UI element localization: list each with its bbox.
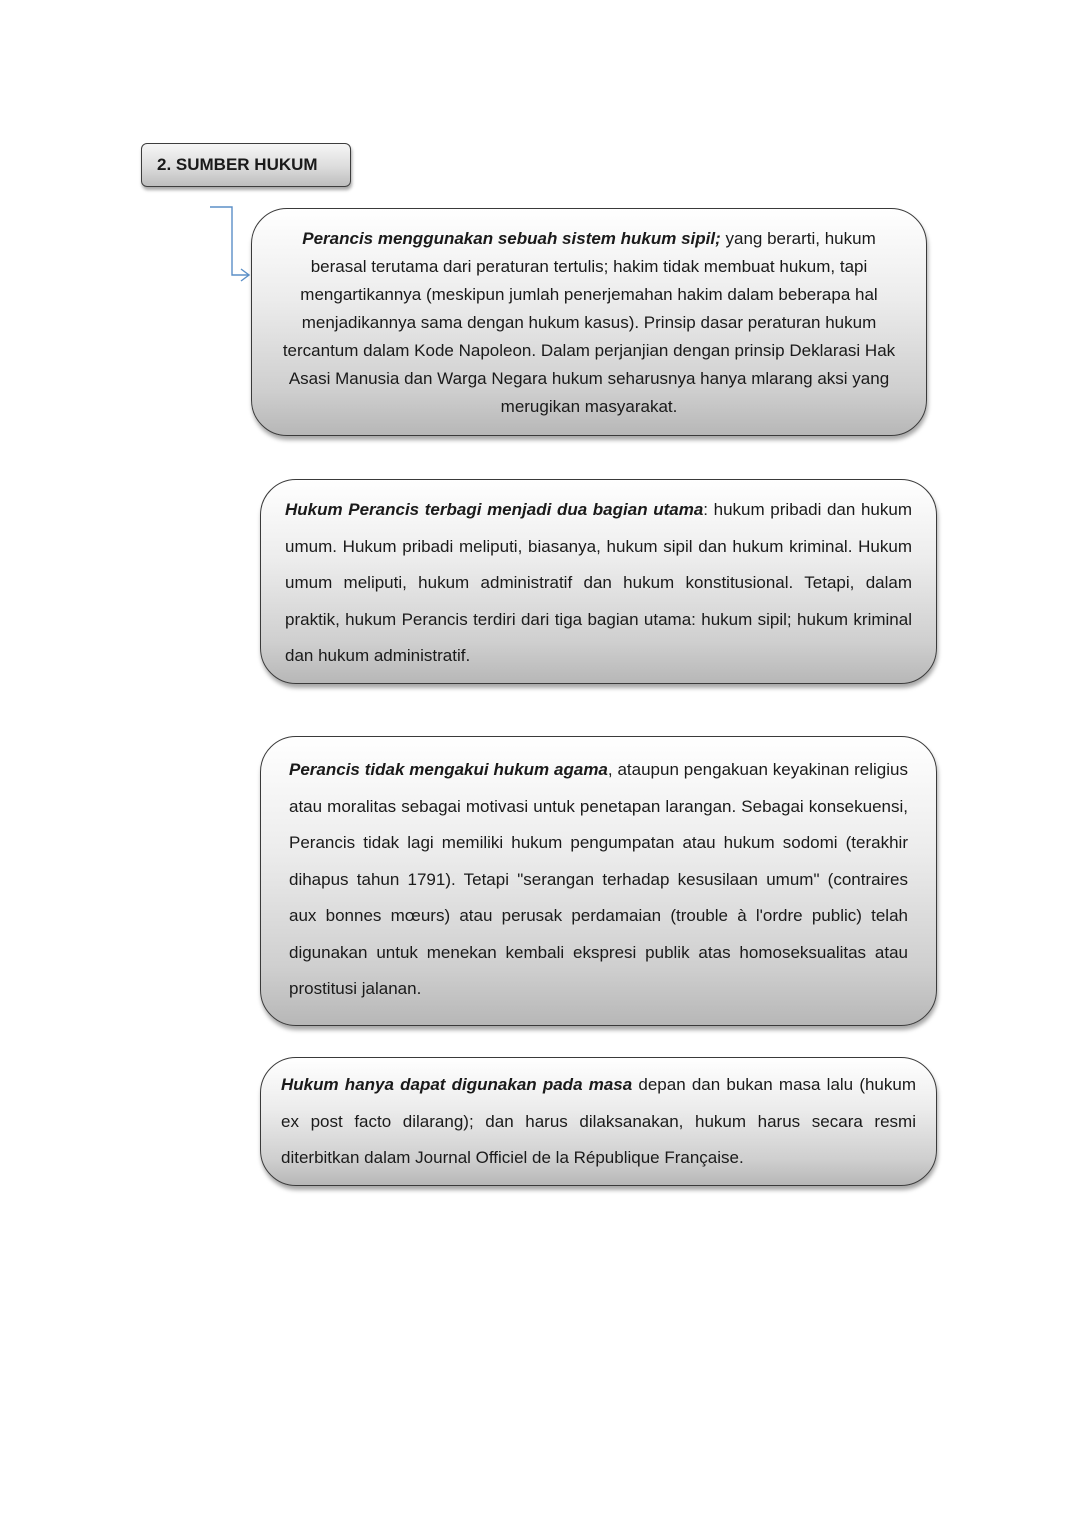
card-body-text: yang berarti, hukum berasal terutama dari peraturan tertulis; hakim tidak membuat hukum, tapi mengartikannya (meskipun jumlah penerjemahan hakim dalam beberapa hal menjadikannya sama dengan hukum kasus). Prinsip dasar peraturan hukum tercantum dalam Kode Napoleon. Dalam perjanjian dengan prinsip Deklarasi Hak Asasi Manusia dan Warga Negara hukum seharusnya hanya mlarang aksi yang merugikan masyarakat. <box>282 229 896 416</box>
card-body-text: , ataupun pengakuan keyakinan religius atau moralitas sebagai motivasi untuk penetapan larangan. Sebagai konsekuensi, Perancis tidak lagi memiliki hukum pengumpatan atau hukum sodomi (terakhir dihapus tahun 1791). Tetapi "serangan terhadap kesusilaan umum" (contraires aux bonnes mœurs) atau perusak perdamaian (trouble à l'ordre public) telah digunakan untuk menekan kembali ekspresi publik atas homoseksualitas atau prostitusi jalanan. <box>289 760 908 998</box>
card-lead-text: Hukum Perancis terbagi menjadi dua bagian utama <box>285 500 704 519</box>
card-lead-text: Hukum hanya dapat digunakan pada masa <box>281 1075 633 1094</box>
section-heading <box>141 143 351 187</box>
card-body-text: depan dan bukan masa lalu (hukum ex post facto dilarang); dan harus dilaksanakan, hukum harus secara resmi diterbitkan dalam Journal Officiel de la République Française. <box>281 1075 917 1167</box>
card-paragraph <box>289 752 908 1008</box>
card-civil-law-system <box>251 208 927 436</box>
section-heading-label: 2. SUMBER HUKUM <box>157 155 318 174</box>
card-paragraph <box>281 1067 916 1177</box>
card-paragraph <box>274 225 904 421</box>
card-future-application <box>260 1057 937 1186</box>
card-body-text: : hukum pribadi dan hukum umum. Hukum pribadi meliputi, biasanya, hukum sipil dan hukum kriminal. Hukum umum meliputi, hukum administratif dan hukum konstitusional. Tetapi, dalam praktik, hukum Perancis terdiri dari tiga bagian utama: hukum sipil; hukum kriminal dan hukum administratif. <box>285 500 912 665</box>
card-lead-text: Perancis menggunakan sebuah sistem hukum sipil; <box>302 229 721 248</box>
card-religious-law <box>260 736 937 1026</box>
card-paragraph <box>285 492 912 675</box>
card-law-division <box>260 479 937 684</box>
card-lead-text: Perancis tidak mengakui hukum agama <box>289 760 608 779</box>
